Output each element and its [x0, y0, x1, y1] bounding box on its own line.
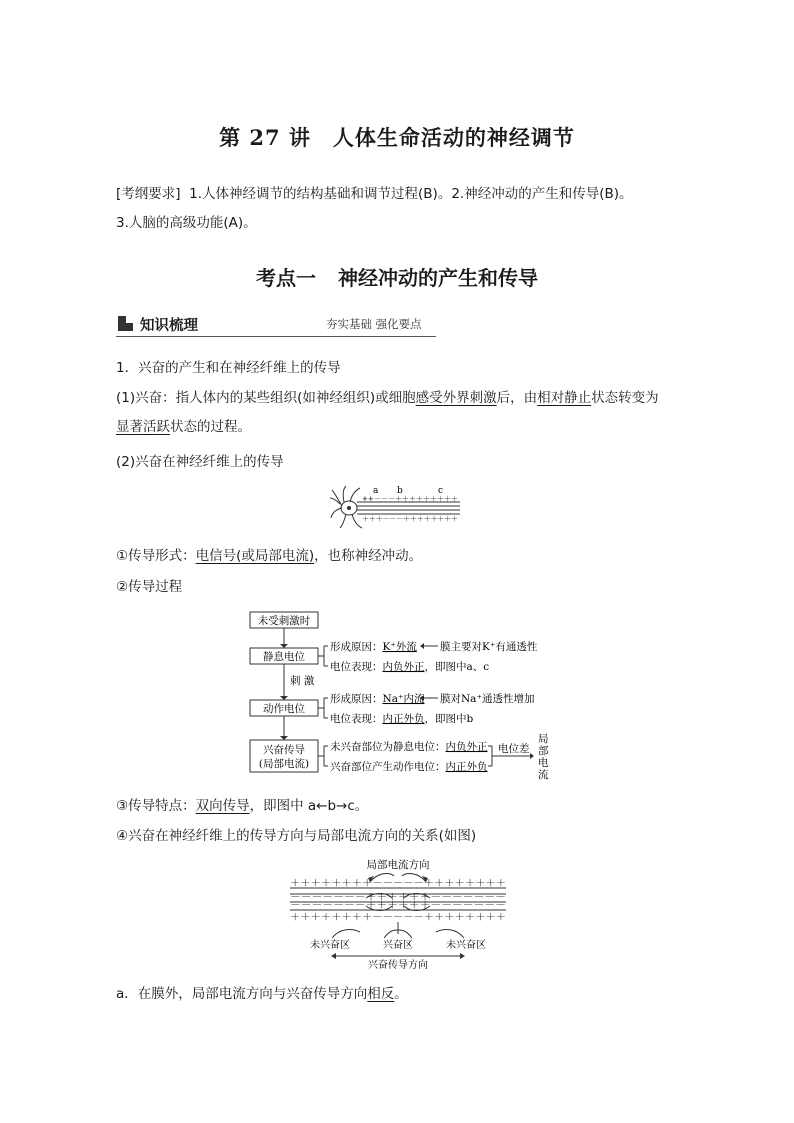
svg-text:兴奋部位产生动作电位：内正外负 [330, 760, 488, 773]
item-3 [116, 792, 686, 821]
dendrite [350, 488, 360, 502]
flow-r3-u: Na⁺内流 [382, 693, 425, 705]
zone-unexcited-right: 未兴奋区 [446, 940, 486, 951]
local-current-direction-label: 局部电流方向 [366, 859, 430, 871]
p1-text-c: 状态转变为 [591, 390, 659, 406]
zone-excited: 兴奋区 [383, 940, 413, 951]
section-topic: 神经冲动的产生和传导 [338, 266, 538, 290]
dendrite [352, 514, 362, 528]
item3-text-a: ③传导特点： [116, 798, 196, 814]
item-4: ④兴奋在神经纤维上的传导方向与局部电流方向的关系(如图) [116, 828, 477, 844]
flow-result-char: 部 [538, 745, 549, 757]
item-a-text-b: 。 [394, 986, 408, 1002]
flow-r3-b: 膜对Na⁺通透性增加 [440, 693, 535, 705]
svg-text:电位表现：内正外负，即图中b [330, 712, 473, 725]
membrane-charge-bottom: ＋＋＋－－－＋＋＋＋＋＋＋＋ [362, 515, 458, 523]
knowledge-bar-subtitle: 夯实基础 强化要点 [326, 317, 422, 331]
zone-unexcited-left: 未兴奋区 [310, 940, 350, 951]
square-notch [126, 316, 133, 323]
label-a: a [373, 486, 379, 496]
lecture-topic: 人体生命活动的神经调节 [332, 125, 575, 150]
flow-box-conduction-label: 兴奋传导 [263, 744, 305, 756]
knowledge-bar-title: 知识梳理 [140, 318, 198, 334]
requirements-line-1: 1.人体神经调节的结构基础和调节过程(B)。2.神经冲动的产生和传导(B)。 [189, 186, 633, 202]
p1-underline-3: 显著活跃 [116, 419, 170, 435]
svg-text:形成原因：K⁺外流 [330, 640, 417, 653]
flow-result-char: 流 [538, 769, 549, 781]
p1-text-d: 状态的过程。 [170, 419, 251, 435]
dendrite [331, 508, 342, 518]
flow-r5-u: 内负外正 [445, 741, 488, 753]
flow-r4-u: 内正外负 [382, 713, 425, 725]
p1-underline-2: 相对静止 [537, 390, 592, 406]
paragraph-conduction: (2)兴奋在神经纤维上的传导 [116, 454, 284, 470]
item1-underline: 电信号(或局部电流) [195, 548, 315, 564]
charge-row-outer-top: ＋＋＋＋＋＋＋＋－－－－－＋＋＋＋＋＋＋＋ [290, 879, 480, 889]
flow-box-local-current-label: (局部电流) [258, 758, 310, 770]
requirements-label: [考纲要求] [116, 186, 181, 202]
page-title [0, 122, 794, 152]
flow-r2-u: 内负外正 [382, 661, 425, 673]
conduction-direction-label: 兴奋传导方向 [368, 960, 428, 971]
p1-underline-1: 感受外界刺激 [415, 390, 497, 406]
section-number: 考点一 [256, 266, 316, 290]
p1-text-a: (1)兴奋：指人体内的某些组织(如神经组织)或细胞 [116, 390, 416, 406]
flow-result-char: 局 [538, 733, 549, 745]
flow-r1-a: 形成原因： [330, 641, 383, 653]
membrane-charge-top: ++－－－＋＋＋＋＋＋＋＋＋ [362, 495, 458, 503]
flow-r4-a: 电位表现： [330, 713, 383, 725]
flow-box-resting-label: 静息电位 [263, 651, 305, 663]
item-a-text-a: a．在膜外，局部电流方向与兴奋传导方向 [116, 986, 368, 1002]
flow-r1-u: K⁺外流 [382, 641, 417, 653]
item3-text-b: ，即图中 a←b→c。 [249, 798, 369, 814]
lecture-number: 第 27 讲 [219, 125, 311, 150]
paragraph-excitation [116, 384, 686, 442]
svg-text:电位表现：内负外正，即图中a、c [330, 660, 489, 673]
zone-bracket [436, 930, 464, 938]
zone-bracket [332, 930, 360, 938]
flow-r4-b: ，即图中b [424, 713, 474, 725]
syllabus-requirements [116, 180, 716, 238]
label-b: b [397, 486, 403, 496]
item1-text-b: ，也称神经冲动。 [314, 548, 423, 564]
charge-row-inner-bottom: －－－－－－－＋＋＋＋＋＋－－－－－－－ [290, 901, 471, 911]
item-a-underline: 相反 [367, 986, 395, 1002]
flow-r6-a: 兴奋部位产生动作电位： [330, 761, 446, 773]
flow-r1-b: 膜主要对K⁺有通透性 [440, 641, 538, 653]
item-a [116, 980, 686, 1009]
nucleus [347, 506, 351, 510]
local-current-figure [286, 854, 510, 972]
flow-box-action-label: 动作电位 [263, 703, 305, 715]
item1-text-a: ①传导形式： [116, 548, 196, 564]
dendrite [343, 486, 346, 502]
flow-r2-b: ，即图中a、c [424, 661, 490, 673]
charge-row-outer-bottom: ＋＋＋＋＋＋＋＋－－－－－＋＋＋＋＋＋＋＋ [290, 913, 480, 923]
p1-text-b: 后，由 [496, 390, 538, 406]
svg-text:未兴奋部位为静息电位：内负外正 [330, 740, 488, 753]
flow-potential-difference: 电位差 [498, 743, 530, 755]
flow-r2-a: 电位表现： [330, 661, 383, 673]
dendrite [332, 490, 342, 506]
flow-r3-a: 形成原因： [330, 693, 383, 705]
requirements-line-2: 3.人脑的高级功能(A)。 [116, 215, 257, 231]
item-2: ②传导过程 [116, 579, 183, 595]
knowledge-bar [116, 314, 436, 337]
heading-1: 1．兴奋的产生和在神经纤维上的传导 [116, 360, 341, 376]
flow-stimulus-label: 刺 激 [290, 675, 315, 687]
item3-underline: 双向传导 [195, 798, 250, 814]
item-1 [116, 542, 686, 571]
section-title [0, 262, 794, 291]
flow-r5-a: 未兴奋部位为静息电位： [330, 741, 446, 753]
flow-r6-u: 内正外负 [445, 761, 488, 773]
flow-box-unstimulated-label: 未受刺激时 [257, 615, 311, 627]
dendrite [340, 514, 346, 528]
conduction-flow-diagram [246, 610, 556, 782]
flow-result-char: 电 [538, 757, 549, 769]
charge-row-inner-top: －－－－－－－＋＋＋＋＋＋－－－－－－－ [290, 893, 471, 903]
svg-text:形成原因：Na⁺内流 [330, 692, 425, 705]
label-c: c [438, 486, 444, 496]
neuron-figure [330, 484, 466, 530]
